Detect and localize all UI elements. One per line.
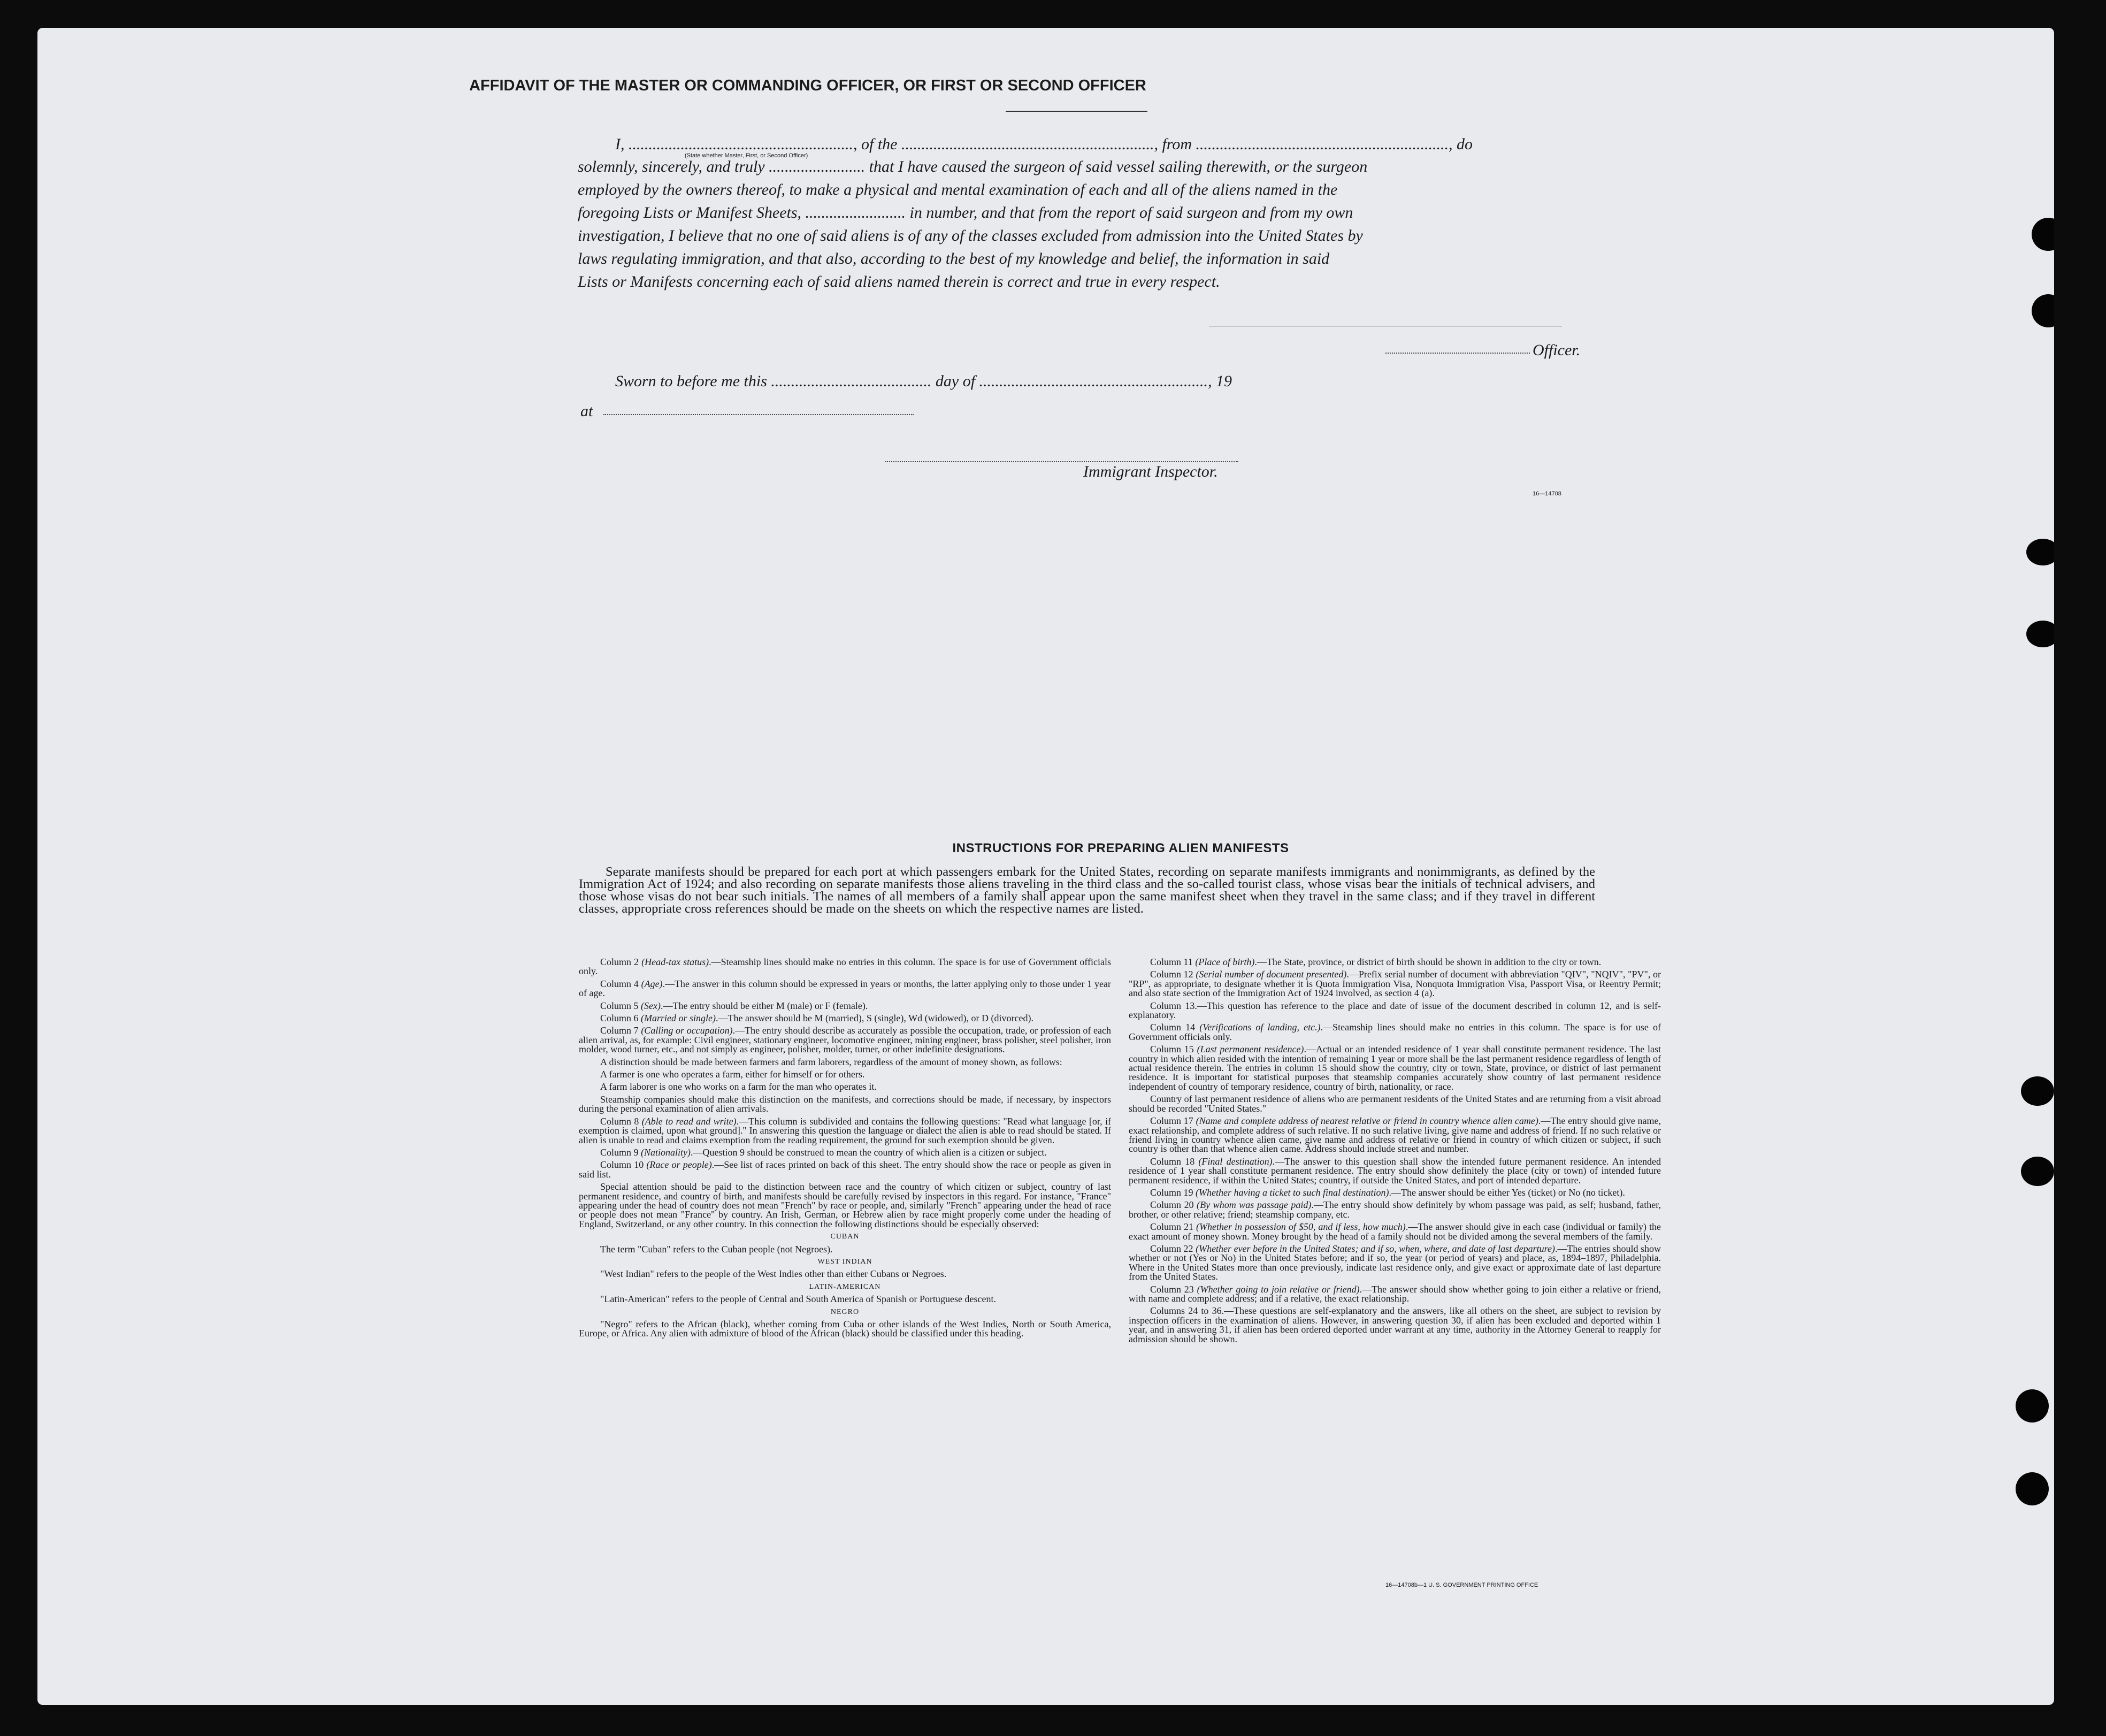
inspector-signature-line bbox=[885, 461, 1238, 462]
column-name: (Married or single) bbox=[641, 1013, 716, 1024]
instruction-text: .—The answer should give in each case (individual or family) the exact amount of money shown. Money brought by the head of a family should not be divided among the several members of the family. bbox=[1129, 1221, 1661, 1242]
instruction-text: Columns 24 to 36.—These questions are self-explanatory and the answers, like all others on the sheet, are subject to revision by inspection officers in the examination of aliens. However, in answering question 30, if alien has been excluded and deported within 1 year, and in answering 31, if alien has been ordered deported under warrant at any time, authority in the Attorney General to reapply for admission should be shown. bbox=[1129, 1305, 1661, 1344]
instruction-text: Country of last permanent residence of aliens who are permanent residents of the United States and are returning from a visit abroad should be recorded "United States." bbox=[1129, 1093, 1661, 1114]
column-number: Column 5 bbox=[600, 1000, 641, 1011]
column-number: Column 10 bbox=[600, 1159, 647, 1171]
affidavit-line: Lists or Manifests concerning each of said aliens named therein is correct and true in every respect. bbox=[578, 273, 1220, 290]
instruction-text: A distinction should be made between farmers and farm laborers, regardless of the amount of money shown, as follows: bbox=[600, 1056, 1062, 1067]
instruction-text: A farm laborer is one who works on a farm for the man who operates it. bbox=[600, 1081, 877, 1092]
column-number: Column 4 bbox=[600, 978, 641, 989]
officer-rank-note: (State whether Master, First, or Second Officer) bbox=[685, 152, 808, 159]
instruction-text: "Negro" refers to the African (black), whether coming from Cuba or other islands of the West Indies, North or South America, Europe, or Africa. Any alien with admixture of blood of the African (black) should be classified under this heading. bbox=[579, 1319, 1111, 1339]
instruction-paragraph bbox=[1129, 1285, 1661, 1304]
column-name: (Serial number of document presented) bbox=[1196, 969, 1347, 980]
column-name: (Able to read and write) bbox=[641, 1115, 737, 1127]
column-name: (Age) bbox=[641, 978, 663, 989]
instruction-paragraph bbox=[579, 1082, 1111, 1091]
instruction-paragraph bbox=[579, 1070, 1111, 1079]
instruction-text: .—The answer in this column should be expressed in years or months, the latter applying only to those under 1 year of age. bbox=[579, 978, 1111, 999]
instruction-text: Steamship companies should make this distinction on the manifests, and corrections should be made, if necessary, by inspectors during the personal examination of alien arrivals. bbox=[579, 1093, 1111, 1114]
column-number: Column 7 bbox=[600, 1025, 641, 1036]
instruction-text: .—The answer should be M (married), S (single), Wd (widowed), or D (divorced). bbox=[716, 1013, 1034, 1024]
instruction-text: "Latin-American" refers to the people of Central and South America of Spanish or Portuguese descent. bbox=[600, 1294, 996, 1305]
instruction-text: Special attention should be paid to the distinction between race and the country of which citizen or subject, country of last permanent residence, and country of birth, and manifests should be carefully revised by inspectors in this regard. For instance, "France" appearing under the head of country does not mean "French" by race or people, and, similarly "French" appearing under the head of race or people does not mean "France" by country. An Irish, German, or Hebrew alien by race might properly come under the heading of England, Switzerland, or any other country. In this connection the following distinctions should be especially observed: bbox=[579, 1181, 1111, 1229]
race-heading: WEST INDIAN bbox=[817, 1257, 872, 1266]
printing-office-footer: 16—14708b—1 U. S. GOVERNMENT PRINTING OFFICE bbox=[1385, 1582, 1538, 1588]
column-number: Column 6 bbox=[600, 1013, 641, 1024]
form-code: 16—14708 bbox=[1533, 491, 1561, 497]
instruction-paragraph bbox=[1129, 1188, 1661, 1197]
instruction-paragraph bbox=[1129, 1023, 1661, 1042]
instruction-text: .—This question has reference to the place and date of issue of the document described in column 12, and is self-explanatory. bbox=[1129, 1000, 1661, 1021]
column-number: Column 12 bbox=[1150, 969, 1196, 980]
instruction-text: .—Steamship lines should make no entries in this column. The space is for use of Government officials only. bbox=[1129, 1022, 1661, 1042]
punch-hole bbox=[2016, 1472, 2049, 1505]
punch-hole bbox=[2021, 1157, 2054, 1186]
column-number: Column 18 bbox=[1150, 1156, 1199, 1167]
sworn-line: Sworn to before me this ........................................ day of ........................................................., 19 bbox=[615, 372, 1232, 390]
column-number: Column 22 bbox=[1150, 1243, 1196, 1254]
instruction-text: .—Prefix serial number of document with abbreviation "QIV", "NQIV", "PV", or "RP", as appropriate, to designate whether it is Quota Immigration Visa, Nonquota Immigration Visa, Passport Visa, or Reentry Permit; and also state section of the Immigration Act of 1924 involved, as section 4 (a). bbox=[1129, 969, 1661, 999]
column-name: (Head-tax status) bbox=[641, 957, 709, 967]
manifest-sheet bbox=[37, 28, 2054, 1705]
instruction-text: A farmer is one who operates a farm, either for himself or for others. bbox=[600, 1069, 865, 1080]
instruction-paragraph bbox=[1129, 1222, 1661, 1241]
affidavit-line: employed by the owners thereof, to make a physical and mental examination of each and all of the aliens named in the bbox=[578, 181, 1338, 198]
affidavit-line: investigation, I believe that no one of said aliens is of any of the classes excluded from admission into the United States by bbox=[578, 227, 1363, 244]
instruction-text: .—The entry should give name, exact relationship, and complete address of such relative. If no such relative living, give name and address of friend. If no such relative or friend living in country whence alien came, give name and address of relative or friend in country of which citizen or subject, if such country is other than that whence alien came. Address should include street and number. bbox=[1129, 1115, 1661, 1154]
instruction-paragraph bbox=[579, 1182, 1111, 1229]
instructions-title: INSTRUCTIONS FOR PREPARING ALIEN MANIFESTS bbox=[952, 841, 1289, 855]
column-number: Column 23 bbox=[1150, 1283, 1197, 1295]
instruction-text: .—The entry should describe as accurately as possible the occupation, trade, or profession of each alien arrival, as, for example: Civil engineer, stationary engineer, locomotive engineer, mining engineer, brass polisher, steel polisher, iron molder, wood turner, etc., and not simply as engineer, polisher, molder, turner, or other indefinite designations. bbox=[579, 1025, 1111, 1055]
affidavit-line: I, ........................................................, of the ..............................................................., from ..............................................................., do bbox=[615, 135, 1473, 153]
instruction-paragraph bbox=[1129, 1045, 1661, 1091]
column-name: (Name and complete address of nearest relative or friend in country whence alien came) bbox=[1196, 1115, 1538, 1127]
at-place-line bbox=[603, 414, 914, 415]
race-heading: CUBAN bbox=[830, 1233, 860, 1241]
instruction-text: "West Indian" refers to the people of the West Indies other than either Cubans or Negroes. bbox=[600, 1268, 947, 1280]
officer-label: Officer. bbox=[1533, 341, 1581, 359]
column-name: (Whether in possession of $50, and if less, how much) bbox=[1196, 1221, 1406, 1233]
column-name: (Nationality) bbox=[641, 1146, 691, 1158]
instruction-paragraph bbox=[579, 1014, 1111, 1023]
instruction-paragraph bbox=[1129, 1116, 1661, 1154]
punch-hole bbox=[2026, 621, 2054, 647]
column-name: (Verifications of landing, etc.) bbox=[1199, 1022, 1321, 1033]
column-number: Column 11 bbox=[1150, 957, 1196, 967]
column-name: (Place of birth) bbox=[1195, 957, 1255, 967]
at-label: at bbox=[580, 402, 593, 420]
instruction-paragraph bbox=[579, 1095, 1111, 1114]
instruction-text: .—The answer to this question shall show the intended future permanent residence. An intended residence of 1 year shall constitute permanent residence. The entry should show definitely the place (city or town) of intended future permanent residence, if within the United States; country, if outside the United States, and port of intended departure. bbox=[1129, 1156, 1661, 1186]
instructions-left-column bbox=[579, 958, 1111, 1342]
instruction-text: .—The answer should be either Yes (ticket) or No (no ticket). bbox=[1389, 1187, 1625, 1198]
instruction-paragraph bbox=[1129, 1200, 1661, 1219]
column-name: (Whether having a ticket to such final destination) bbox=[1196, 1187, 1389, 1198]
race-heading: NEGRO bbox=[830, 1307, 860, 1316]
instruction-paragraph bbox=[1129, 958, 1661, 967]
punch-hole bbox=[2021, 1076, 2054, 1106]
punch-hole bbox=[2032, 218, 2054, 251]
instruction-text: .—See list of races printed on back of this sheet. The entry should show the race or people as given in said list. bbox=[579, 1159, 1111, 1180]
column-number: Column 14 bbox=[1150, 1022, 1200, 1033]
affidavit-line: solemnly, sincerely, and truly ........................ that I have caused the surgeon of said vessel sailing therewith, or the surgeon bbox=[578, 158, 1368, 175]
instructions-right-column bbox=[1129, 958, 1661, 1347]
instruction-text: The term "Cuban" refers to the Cuban people (not Negroes). bbox=[600, 1243, 833, 1255]
instruction-paragraph bbox=[579, 1245, 1111, 1254]
instruction-paragraph bbox=[579, 1320, 1111, 1339]
title-rule bbox=[1006, 111, 1147, 112]
column-number: Column 20 bbox=[1150, 1199, 1197, 1211]
instructions-intro: Separate manifests should be prepared for each port at which passengers embark for the United States, recording on separate manifests immigrants and nonimmigrants, as defined by the Immigration Act of 1924; and also recording on separate manifests those aliens traveling in the third class and the so-called tourist class, whose visas bear the initials of technical advisers, and those whose visas do not bear such initials. The names of all members of a family shall appear upon the same manifest sheet when they travel in the same class; and if they travel in different classes, appropriate cross references should be made on the sheets on which the respective names are listed. bbox=[579, 865, 1595, 916]
instruction-text: .—This column is subdivided and contains the following questions: "Read what language [or, if exemption is claimed, upon what ground]." In answering this question the language or dialect the alien is able to read should be stated. If alien is unable to read and claims exemption from the reading requirement, the ground for such exemption should be given. bbox=[579, 1115, 1111, 1145]
column-name: (By whom was passage paid) bbox=[1197, 1199, 1312, 1211]
instruction-paragraph bbox=[579, 1160, 1111, 1179]
inspector-label: Immigrant Inspector. bbox=[1083, 463, 1218, 480]
race-heading: LATIN-AMERICAN bbox=[809, 1282, 881, 1291]
instruction-text: .—The State, province, or district of birth should be shown in addition to the city or town. bbox=[1254, 957, 1602, 967]
instruction-paragraph bbox=[579, 1026, 1111, 1054]
instruction-paragraph bbox=[579, 1270, 1111, 1279]
column-name: (Last permanent residence) bbox=[1197, 1044, 1304, 1055]
column-name: (Race or people) bbox=[646, 1159, 712, 1171]
instruction-paragraph bbox=[579, 980, 1111, 998]
instruction-text: .—The entry should show definitely by whom passage was paid, as self; husband, father, brother, or other relative; friend; steamship company, etc. bbox=[1129, 1199, 1661, 1220]
instruction-paragraph bbox=[1129, 970, 1661, 998]
column-number: Column 19 bbox=[1150, 1187, 1196, 1198]
column-name: (Whether ever before in the United States; and if so, when, where, and date of last departure) bbox=[1196, 1243, 1555, 1254]
instruction-text: .—The answer should show whether going to join either a relative or friend, with name and complete address; and if a relative, the exact relationship. bbox=[1129, 1283, 1661, 1304]
column-number: Column 2 bbox=[600, 957, 642, 967]
officer-signature-line bbox=[1385, 353, 1530, 354]
column-name: (Final destination) bbox=[1198, 1156, 1273, 1167]
column-number: Column 15 bbox=[1150, 1044, 1197, 1055]
instruction-text: .—The entries should show whether or not (Yes or No) in the United States before; and if so, the year (or period of years) and place, as, 1894–1897, Philadelphia. Where in the United States more than once previously, indicate last residence only, and give exact or approximate date of last departure from the United States. bbox=[1129, 1243, 1661, 1282]
instruction-paragraph bbox=[1129, 1001, 1661, 1020]
instruction-paragraph bbox=[1129, 1306, 1661, 1344]
column-name: (Sex) bbox=[641, 1000, 661, 1011]
column-number: Column 13 bbox=[1150, 1000, 1195, 1011]
instruction-paragraph bbox=[1129, 1244, 1661, 1282]
punch-hole bbox=[2032, 294, 2054, 327]
column-number: Column 8 bbox=[600, 1115, 642, 1127]
instruction-paragraph bbox=[1129, 1157, 1661, 1185]
column-name: (Whether going to join relative or friend) bbox=[1197, 1283, 1360, 1295]
instruction-paragraph bbox=[579, 1117, 1111, 1145]
instruction-paragraph bbox=[579, 1058, 1111, 1067]
column-number: Column 9 bbox=[600, 1146, 641, 1158]
instruction-text: .—The entry should be either M (male) or F (female). bbox=[660, 1000, 868, 1011]
instruction-paragraph bbox=[579, 1295, 1111, 1304]
punch-hole bbox=[2016, 1389, 2049, 1423]
affidavit-line: foregoing Lists or Manifest Sheets, ......................... in number, and that from the report of said surgeon and from my own bbox=[578, 204, 1353, 221]
instruction-text: .—Question 9 should be construed to mean the country of which alien is a citizen or subject. bbox=[691, 1146, 1047, 1158]
column-name: (Calling or occupation) bbox=[641, 1025, 733, 1036]
column-number: Column 17 bbox=[1150, 1115, 1196, 1127]
affidavit-line: laws regulating immigration, and that also, according to the best of my knowledge and belief, the information in said bbox=[578, 250, 1330, 267]
instruction-text: .—Actual or an intended residence of 1 year shall constitute permanent residence. The last country in which alien resided with the intention of remaining 1 year or more shall be the last permanent residence regardless of length of actual residence therein. The entries in column 15 should show the country, city or town, State, province, or district of last permanent residence. It is important for statistical purposes that steamship companies accurately show country of last permanent residence independent of country of temporary residence, country of birth, nationality, or race. bbox=[1129, 1044, 1661, 1092]
punch-hole bbox=[2026, 539, 2054, 565]
affidavit-title: AFFIDAVIT OF THE MASTER OR COMMANDING OFFICER, OR FIRST OR SECOND OFFICER bbox=[469, 77, 1146, 94]
instruction-paragraph bbox=[1129, 1095, 1661, 1113]
instruction-text: .—Steamship lines should make no entries in this column. The space is for use of Government officials only. bbox=[579, 957, 1111, 977]
instruction-paragraph bbox=[579, 1001, 1111, 1011]
instruction-paragraph bbox=[579, 1148, 1111, 1157]
column-number: Column 21 bbox=[1150, 1221, 1196, 1233]
instruction-paragraph bbox=[579, 958, 1111, 976]
